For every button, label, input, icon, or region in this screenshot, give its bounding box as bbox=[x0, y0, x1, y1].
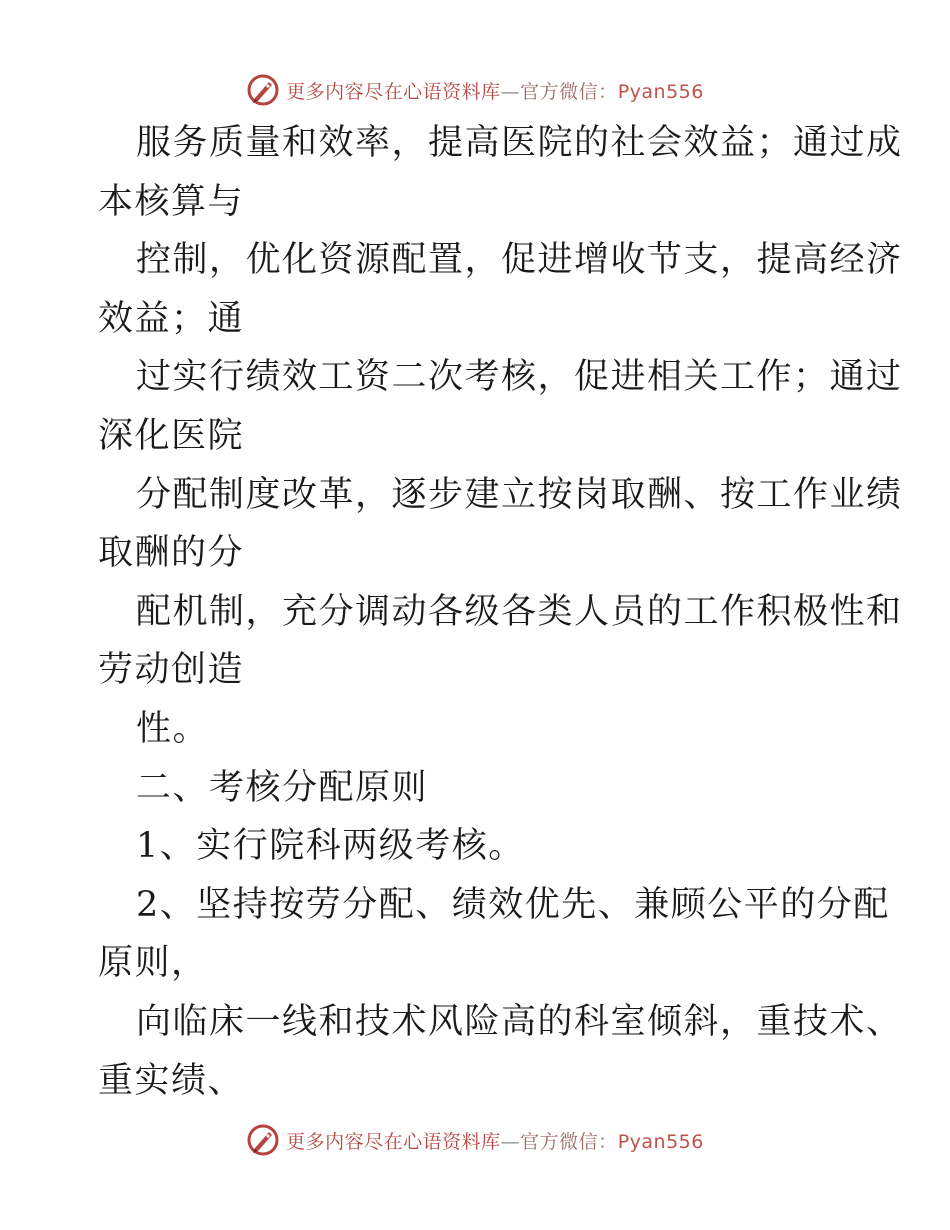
pen-nib-seal-icon bbox=[246, 73, 280, 107]
body-line: 效益；通 bbox=[98, 298, 245, 339]
banner-wechat-label: 官方微信： bbox=[520, 80, 618, 103]
body-line: 性。 bbox=[136, 708, 210, 749]
section-heading: 二、考核分配原则 bbox=[136, 767, 429, 808]
document-body bbox=[98, 114, 903, 1110]
body-line: 控制，优化资源配置，促进增收节支，提高经济 bbox=[136, 240, 903, 281]
banner-text bbox=[286, 77, 704, 104]
body-line: 重实绩、 bbox=[98, 1060, 245, 1101]
header-banner bbox=[0, 70, 950, 110]
list-item: 2、坚持按劳分配、绩效优先、兼顾公平的分配 bbox=[136, 884, 890, 925]
footer-banner bbox=[0, 1120, 950, 1160]
banner-separator: — bbox=[500, 1130, 521, 1153]
body-line: 取酬的分 bbox=[98, 533, 245, 574]
pen-nib-seal-icon bbox=[246, 1123, 280, 1157]
body-line: 过实行绩效工资二次考核，促进相关工作；通过 bbox=[136, 357, 903, 398]
banner-separator: — bbox=[500, 80, 521, 103]
body-line: 分配制度改革，逐步建立按岗取酬、按工作业绩 bbox=[136, 474, 903, 515]
banner-brand: 更多内容尽在心语资料库 bbox=[286, 1130, 501, 1153]
body-line: 劳动创造 bbox=[98, 650, 245, 691]
banner-wechat-id: Pyan556 bbox=[617, 80, 704, 103]
banner-wechat-label: 官方微信： bbox=[520, 1130, 618, 1153]
banner-wechat-id: Pyan556 bbox=[617, 1130, 704, 1153]
body-line: 配机制，充分调动各级各类人员的工作积极性和 bbox=[136, 591, 903, 632]
body-line: 向临床一线和技术风险高的科室倾斜，重技术、 bbox=[136, 1001, 903, 1042]
banner-text bbox=[286, 1127, 704, 1154]
body-line: 深化医院 bbox=[98, 415, 245, 456]
list-item: 1、实行院科两级考核。 bbox=[136, 826, 525, 867]
body-line: 服务质量和效率，提高医院的社会效益；通过成 bbox=[136, 123, 903, 163]
banner-brand: 更多内容尽在心语资料库 bbox=[286, 80, 501, 103]
body-line: 原则， bbox=[98, 943, 208, 984]
body-line: 本核算与 bbox=[98, 181, 245, 222]
